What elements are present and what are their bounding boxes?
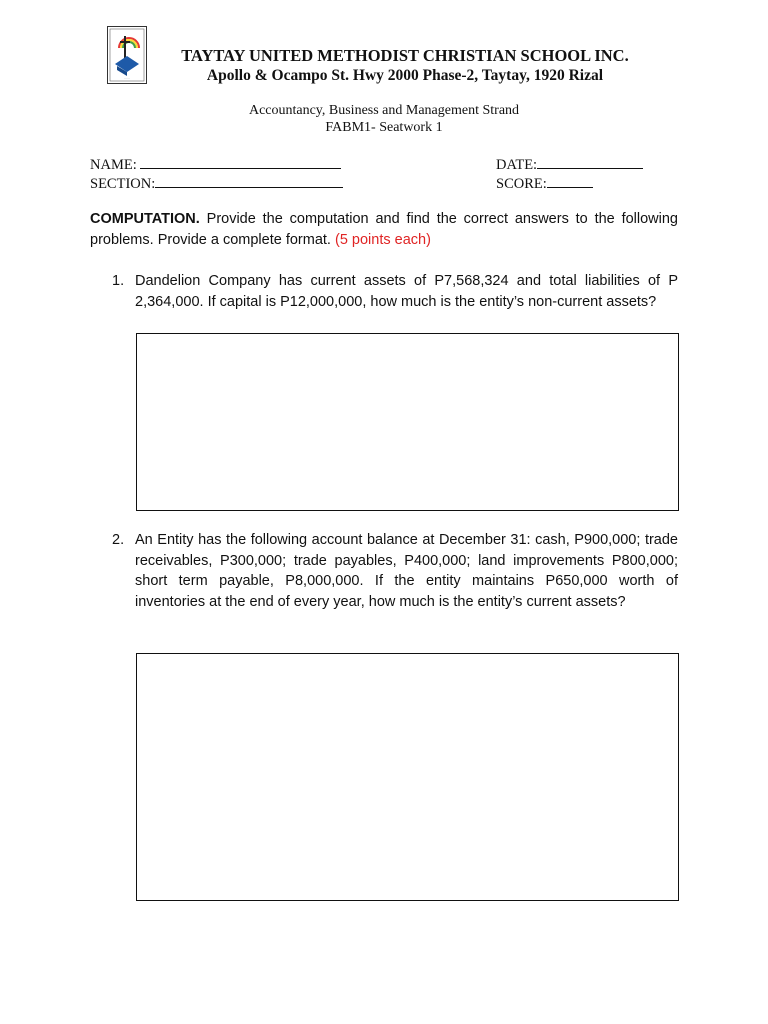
score-line[interactable] bbox=[547, 174, 593, 188]
activity-title: FABM1- Seatwork 1 bbox=[325, 120, 443, 135]
question-1 bbox=[112, 271, 678, 312]
date-line[interactable] bbox=[537, 155, 643, 169]
name-line[interactable] bbox=[140, 155, 341, 169]
school-logo bbox=[107, 26, 147, 84]
question-number: 1. bbox=[112, 273, 125, 289]
instructions bbox=[90, 209, 678, 251]
answer-box-2[interactable] bbox=[136, 653, 679, 901]
section-line[interactable] bbox=[155, 174, 343, 188]
score-field[interactable] bbox=[496, 174, 593, 193]
question-text: Dandelion Company has current assets of P7,568,324 and total liabilities of P 2,364,000. If capital is P12,000,000, how much is the entity’s non-current assets? bbox=[135, 273, 678, 310]
date-label: DATE: bbox=[496, 157, 538, 173]
name-label: NAME: bbox=[90, 157, 137, 173]
school-address: Apollo & Ocampo St. Hwy 2000 Phase-2, Taytay, 1920 Rizal bbox=[206, 67, 604, 84]
score-label: SCORE: bbox=[496, 176, 547, 192]
question-text: An Entity has the following account balance at December 31: cash, P900,000; trade receivables, P300,000; trade payables, P400,000; land improvements P800,000; short term payable, P8,000,000. If the entity maintains P650,000 worth of inventories at the end of every year, how much is the entity’s current assets? bbox=[135, 532, 678, 610]
date-field[interactable] bbox=[496, 155, 643, 174]
school-name: TAYTAY UNITED METHODIST CHRISTIAN SCHOOL INC. bbox=[181, 46, 629, 65]
question-number: 2. bbox=[112, 532, 125, 548]
instructions-text: Provide the computation and find the correct answers to the following problems. Provide a complete format. bbox=[90, 211, 678, 248]
answer-box-1[interactable] bbox=[136, 333, 679, 511]
question-2 bbox=[112, 530, 678, 612]
name-field[interactable] bbox=[90, 155, 341, 174]
section-field[interactable] bbox=[90, 174, 343, 193]
instructions-lead: COMPUTATION. bbox=[90, 211, 200, 227]
svg-text:······: ······ bbox=[124, 76, 130, 80]
section-label: SECTION: bbox=[90, 176, 156, 192]
strand-title: Accountancy, Business and Management Strand bbox=[248, 103, 520, 118]
points-note: (5 points each) bbox=[335, 232, 431, 248]
